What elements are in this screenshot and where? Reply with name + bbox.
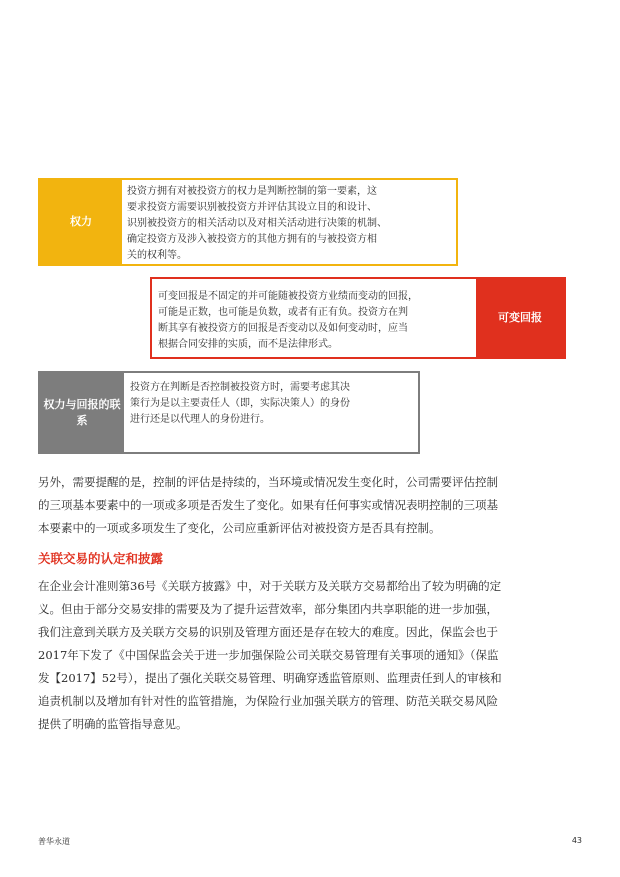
variable-returns-box <box>150 277 566 359</box>
section-heading: 关联交易的认定和披露 <box>38 551 164 566</box>
variable-returns-label: 可变回报 <box>476 279 564 357</box>
power-label: 权力 <box>40 180 122 264</box>
page-number: 43 <box>571 836 582 845</box>
variable-returns-description: 可变回报是不固定的并可能随被投资方业绩而变动的回报， 可能是正数，也可能是负数，或者有正有负。投资方在判 断其享有被投资方的回报是否变动以及如何变动时，应当 根据合同安排的实质，而不是法律形式。 <box>158 291 418 350</box>
footer-brand: 普华永道 <box>38 837 70 846</box>
power-returns-link-label: 权力与回报的联系 <box>40 373 124 452</box>
power-box <box>38 178 458 266</box>
related-party-paragraph: 在企业会计准则第36号《关联方披露》中，对于关联方及关联方交易都给出了较为明确的定 义。但由于部分交易安排的需要及为了提升运营效率，部分集团内共享职能的进一步加强， 我们注意到关联方及关联方交易的识别及管理方面还是存在较大的难度。因此，保监会也于 2017年下发了《中国保监会关于进一步加强保险公司关联交易管理有关事项的通知》（保监 发【2017】52号），提出了强化关联交易管理、明确穿透监管原则、监理责任到人的审核和 追责机制以及增加有针对性的监管措施，为保险行业加强关联方的管理、防范关联交易风险 提供了明确的监管指导意见。 <box>38 579 502 731</box>
power-returns-link-description: 投资方在判断是否控制被投资方时，需要考虑其决 策行为是以主要责任人（即，实际决策人）的身份 进行还是以代理人的身份进行。 <box>130 382 350 425</box>
power-returns-link-box <box>38 371 420 454</box>
power-description: 投资方拥有对被投资方的权力是判断控制的第一要素，这 要求投资方需要识别被投资方并评估其设立目的和设计、 识别被投资方的相关活动以及对相关活动进行决策的机制、 确定投资方及涉入被投资方的其他方拥有的与被投资方相 关的权利等。 <box>127 186 387 261</box>
control-assessment-paragraph: 另外，需要提醒的是，控制的评估是持续的，当环境或情况发生变化时，公司需要评估控制 的三项基本要素中的一项或多项是否发生了变化。如果有任何事实或情况表明控制的三项基 本要素中的一项或多项发生了变化，公司应重新评估对被投资方是否具有控制。 <box>38 475 498 535</box>
